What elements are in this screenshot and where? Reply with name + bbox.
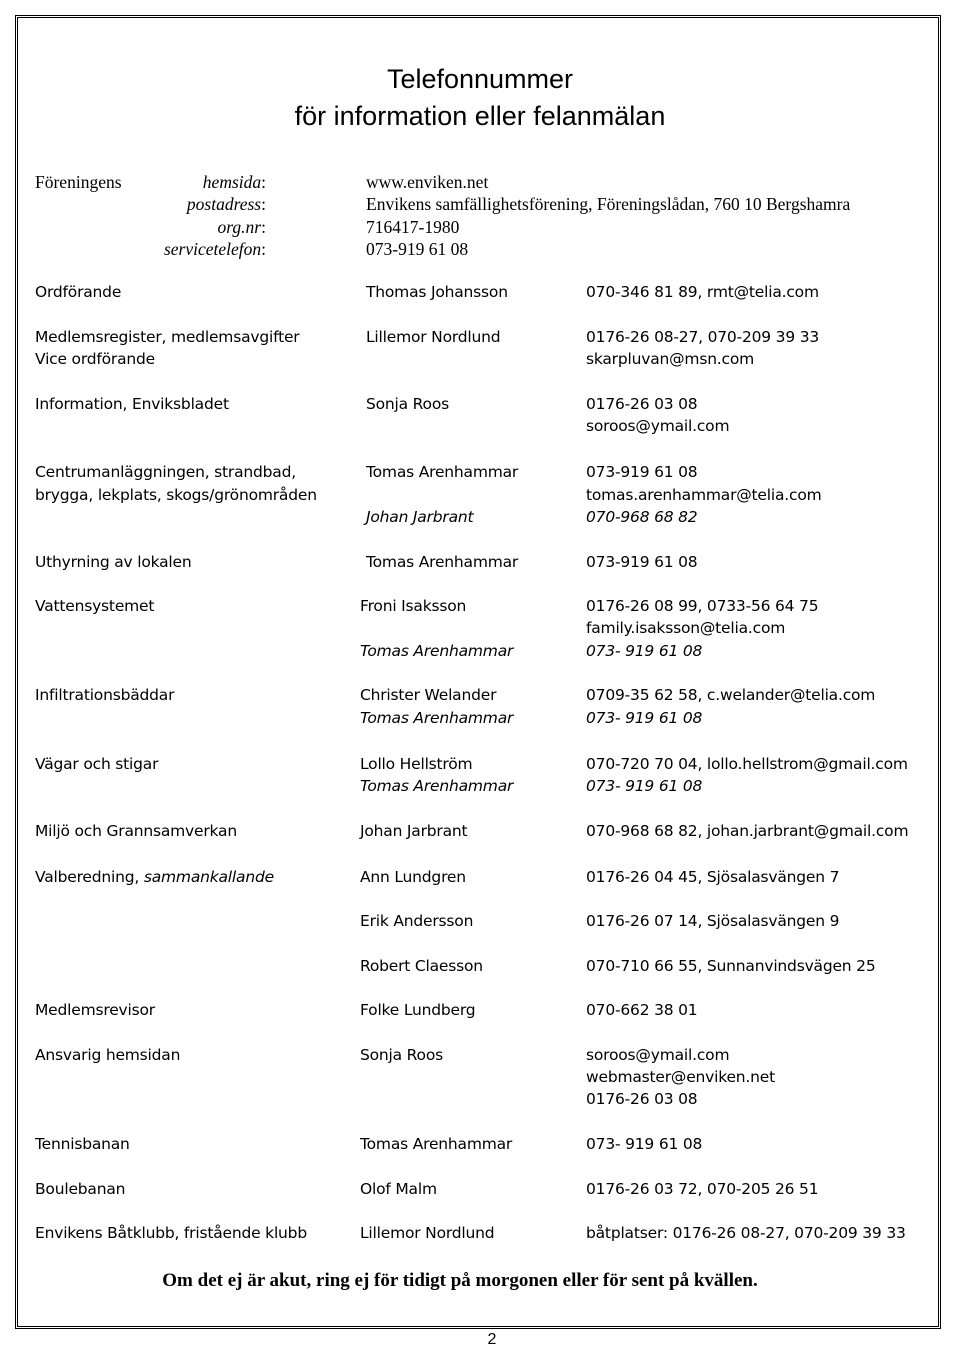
contact-name: Sonja Roos	[366, 395, 449, 413]
contact-info: 0176-26 08 99, 0733-56 64 75	[586, 597, 819, 615]
contact-info: 070-720 70 04, lollo.hellstrom@gmail.com	[586, 755, 908, 773]
contact-role: Information, Enviksbladet	[35, 395, 229, 413]
contact-name: Ann Lundgren	[360, 868, 466, 886]
contact-info: båtplatser: 0176-26 08-27, 070-209 39 33	[586, 1224, 906, 1242]
contact-info: 0176-26 03 08	[586, 1090, 698, 1108]
contact-info: 070-710 66 55, Sunnanvindsvägen 25	[586, 957, 876, 975]
contact-name: Thomas Johansson	[366, 283, 508, 301]
contact-name: Robert Claesson	[360, 957, 483, 975]
contact-info: tomas.arenhammar@telia.com	[586, 486, 822, 504]
contact-role: Medlemsregister, medlemsavgifter	[35, 328, 300, 346]
contact-name: Johan Jarbrant	[366, 508, 474, 526]
contact-info: 073- 919 61 08	[586, 642, 703, 660]
contact-name: Tomas Arenhammar	[366, 553, 519, 571]
contact-info: webmaster@enviken.net	[586, 1068, 775, 1086]
contact-info: 0176-26 03 72, 070-205 26 51	[586, 1180, 819, 1198]
contact-info: family.isaksson@telia.com	[586, 619, 786, 637]
contact-info: soroos@ymail.com	[586, 1046, 730, 1064]
contact-role: Centrumanläggningen, strandbad,	[35, 463, 296, 481]
contact-info: 0176-26 07 14, Sjösalasvängen 9	[586, 912, 840, 930]
contact-name: Tomas Arenhammar	[360, 709, 514, 727]
contact-role-note: sammankallande	[143, 868, 274, 886]
contact-info: 0176-26 03 08	[586, 395, 698, 413]
contact-role: Vice ordförande	[35, 350, 155, 368]
contact-role: Boulebanan	[35, 1180, 126, 1198]
contact-info: 0176-26 04 45, Sjösalasvängen 7	[586, 868, 840, 886]
association-field-label: servicetelefon:	[163, 239, 266, 259]
contact-role: Ordförande	[35, 283, 122, 301]
contact-info: 0176-26 08-27, 070-209 39 33	[586, 328, 820, 346]
contact-role: Miljö och Grannsamverkan	[35, 822, 237, 840]
contact-name: Tomas Arenhammar	[366, 463, 519, 481]
association-field-value: www.enviken.net	[366, 172, 489, 192]
page-title-line-2: för information eller felanmälan	[294, 101, 666, 131]
association-heading: Föreningens	[35, 172, 122, 192]
contact-info: 073-919 61 08	[586, 463, 698, 481]
page-number: 2	[487, 1331, 497, 1348]
contact-name: Tomas Arenhammar	[360, 642, 514, 660]
contact-role: Tennisbanan	[35, 1135, 130, 1153]
contact-role: Vattensystemet	[35, 597, 155, 615]
association-field-value: Envikens samfällighetsförening, Föreningslådan, 760 10 Bergshamra	[366, 194, 851, 214]
contact-name: Tomas Arenhammar	[360, 1135, 513, 1153]
contact-info: 073-919 61 08	[586, 553, 698, 571]
association-field-value: 073-919 61 08	[366, 239, 469, 259]
contact-name: Sonja Roos	[360, 1046, 443, 1064]
contact-name: Johan Jarbrant	[360, 822, 468, 840]
contact-role: Vägar och stigar	[35, 755, 159, 773]
contact-role: brygga, lekplats, skogs/grönområden	[35, 486, 317, 504]
contact-info: 070-968 68 82	[586, 508, 698, 526]
contact-name: Lillemor Nordlund	[366, 328, 501, 346]
contact-role: Ansvarig hemsidan	[35, 1046, 181, 1064]
contact-info: 073- 919 61 08	[586, 709, 703, 727]
contact-name: Froni Isaksson	[360, 597, 467, 615]
contact-info: 070-662 38 01	[586, 1001, 698, 1019]
contact-name: Christer Welander	[360, 686, 497, 704]
contact-role: Medlemsrevisor	[35, 1001, 155, 1019]
contact-info: 073- 919 61 08	[586, 777, 703, 795]
association-field-label: hemsida:	[202, 172, 266, 192]
contact-info: 073- 919 61 08	[586, 1135, 703, 1153]
contact-info: skarpluvan@msn.com	[586, 350, 755, 368]
contact-name: Erik Andersson	[360, 912, 474, 930]
contact-role: Envikens Båtklubb, fristående klubb	[35, 1224, 307, 1242]
contact-name: Lollo Hellström	[360, 755, 473, 773]
contact-role: Infiltrationsbäddar	[35, 686, 175, 704]
association-field-label: org.nr:	[217, 217, 266, 237]
contact-role: Valberedning, sammankallande	[35, 868, 274, 886]
contact-role: Uthyrning av lokalen	[35, 553, 192, 571]
association-field-value: 716417-1980	[366, 217, 460, 237]
association-field-label: postadress:	[186, 194, 266, 214]
contact-name: Lillemor Nordlund	[360, 1224, 495, 1242]
contact-info: soroos@ymail.com	[586, 417, 730, 435]
contact-info: 0709-35 62 58, c.welander@telia.com	[586, 686, 876, 704]
page-title-line-1: Telefonnummer	[386, 64, 574, 94]
footer-note: Om det ej är akut, ring ej för tidigt på morgonen eller för sent på kvällen.	[162, 1270, 758, 1291]
contact-name: Olof Malm	[360, 1180, 437, 1198]
contact-name: Tomas Arenhammar	[360, 777, 514, 795]
contact-info: 070-346 81 89, rmt@telia.com	[586, 283, 819, 301]
contact-info: 070-968 68 82, johan.jarbrant@gmail.com	[586, 822, 909, 840]
contact-name: Folke Lundberg	[360, 1001, 476, 1019]
